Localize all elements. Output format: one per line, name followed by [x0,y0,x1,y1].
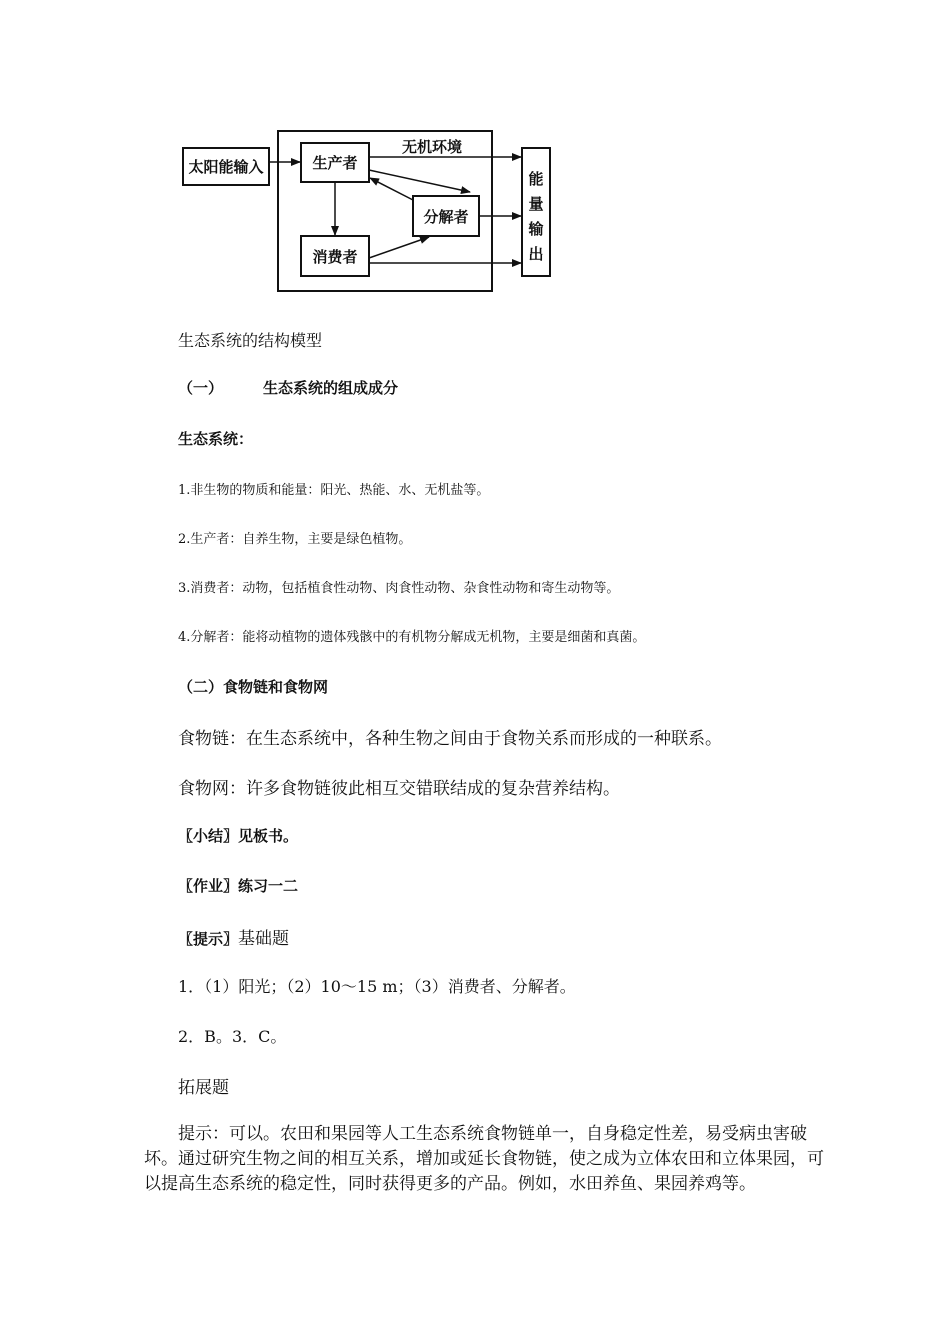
section-number: （一） [178,379,224,397]
food-web-definition: 食物网：许多食物链彼此相互交错联结成的复杂营养结构。 [178,779,620,799]
list-item: 2.生产者：自养生物，主要是绿色植物。 [178,532,412,547]
energy-output-char: 出 [528,245,544,263]
hint-line [178,924,289,949]
consumer-label: 消费者 [312,248,358,266]
diagram-caption: 生态系统的结构模型 [178,331,323,350]
energy-output-char: 输 [528,220,544,238]
answer-line-1: 1．（1）阳光；（2）10～15 m；（3）消费者、分解者。 [178,977,576,996]
summary-line: 〖小结〗见板书。 [178,827,299,845]
inorganic-environment-label: 无机环境 [401,138,463,156]
arrow-decomposer-to-producer [370,178,413,200]
decomposer-label: 分解者 [423,208,469,226]
homework-line: 〖作业〗练习一二 [178,877,299,895]
extension-paragraph: 提示：可以。农田和果园等人工生态系统食物链单一，自身稳定性差，易受病虫害破坏。通过研究生物之间的相互关系，增加或延长食物链，使之成为立体农田和立体果园，可以提高生态系统的稳定性，同时获得更多的产品。例如，水田养鱼、果园养鸡等。 [144,1124,824,1194]
ecosystem-structure-diagram [170,118,570,296]
hint-text: 基础题 [238,929,290,949]
section-title: 生态系统的组成成分 [263,379,399,397]
producer-label: 生产者 [312,154,358,172]
hint-label: 〖提示〗 [178,930,239,948]
energy-output-char: 量 [528,195,544,213]
extension-heading: 拓展题 [178,1078,229,1098]
section-heading-2: （二）食物链和食物网 [178,678,329,696]
answer-line-2: 2．B。3．C。 [178,1027,287,1046]
arrow-producer-to-decomposer [369,170,470,192]
arrow-consumer-to-decomposer [369,237,429,258]
ecosystem-heading: 生态系统： [178,430,254,448]
solar-input-label: 太阳能输入 [188,158,264,176]
food-chain-definition: 食物链：在生态系统中，各种生物之间由于食物关系而形成的一种联系。 [178,729,722,749]
list-item: 4.分解者：能将动植物的遗体残骸中的有机物分解成无机物，主要是细菌和真菌。 [178,630,646,645]
list-item: 1.非生物的物质和能量：阳光、热能、水、无机盐等。 [178,483,490,498]
list-item: 3.消费者：动物，包括植食性动物、肉食性动物、杂食性动物和寄生动物等。 [178,581,620,596]
energy-output-char: 能 [528,170,544,188]
